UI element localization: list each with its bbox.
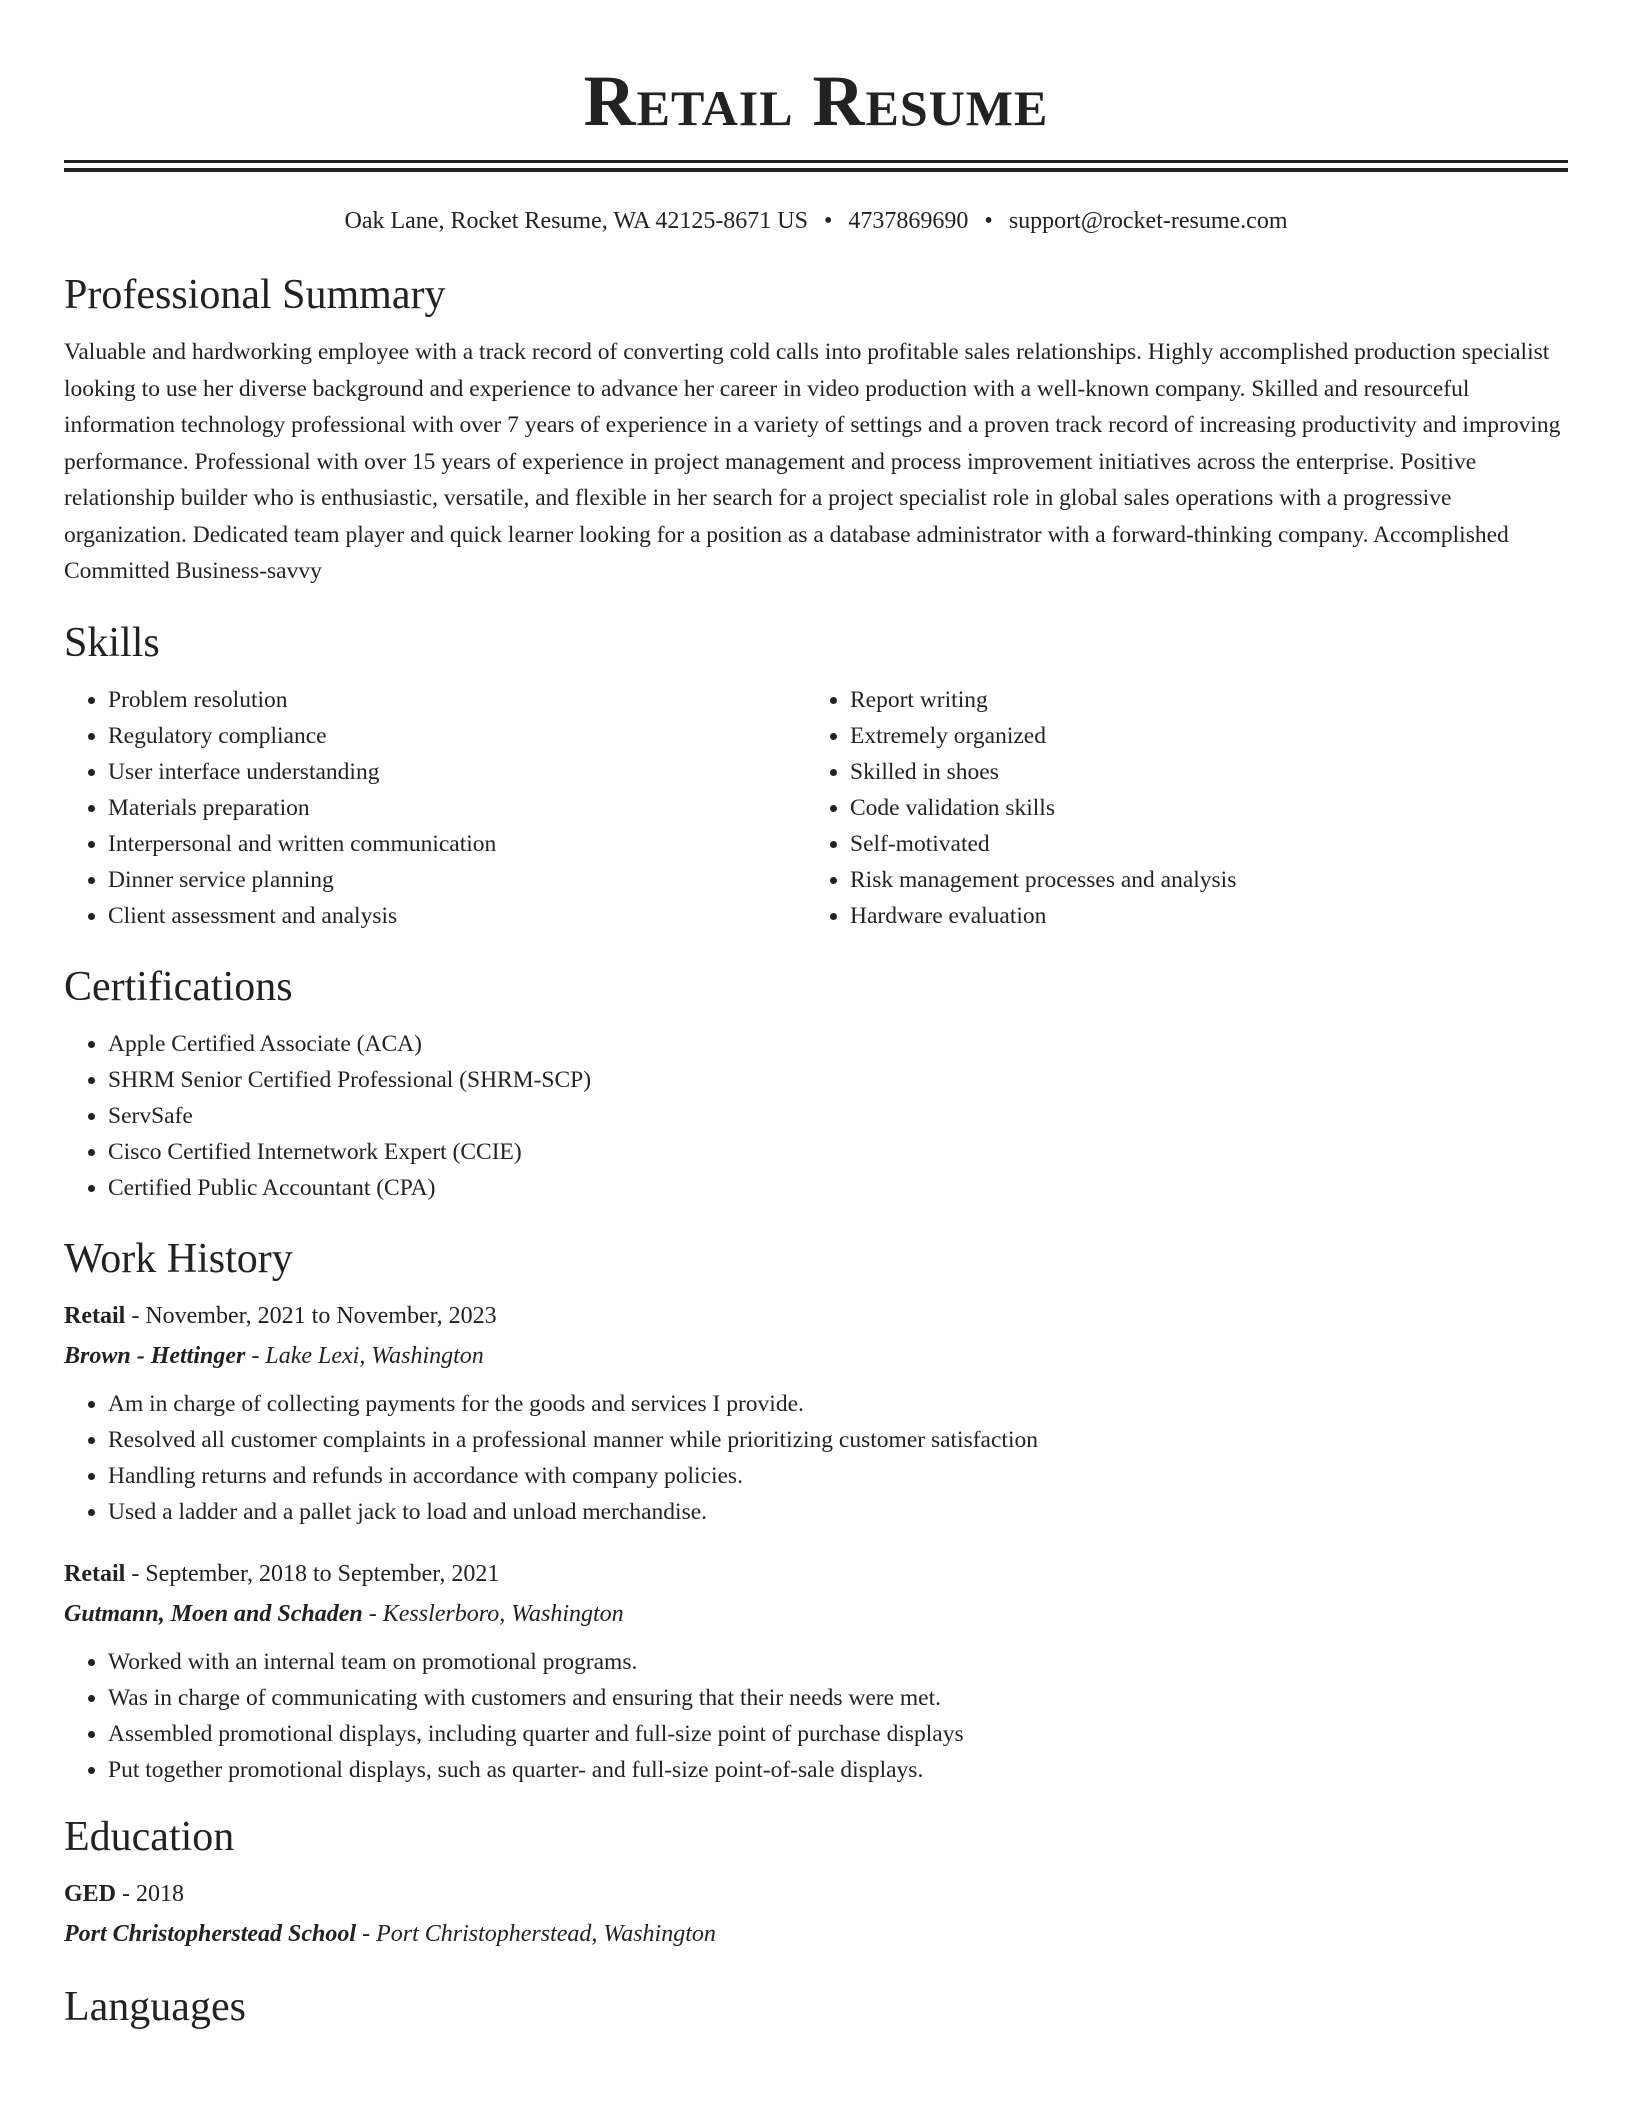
education-heading: Education: [64, 1813, 235, 1860]
skill-item: • Code validation skills: [850, 790, 1548, 826]
education-section: [64, 1810, 1568, 1954]
job-company-line: [64, 1594, 1568, 1634]
job-title-line: [64, 1554, 1568, 1594]
dash-separator: -: [125, 1302, 146, 1329]
certification-item: • Certified Public Accountant (CPA): [108, 1170, 1568, 1206]
certification-item: • Cisco Certified Internetwork Expert (CCIE): [108, 1134, 1568, 1170]
certification-item: • ServSafe: [108, 1098, 1568, 1134]
job-location: Kesslerboro, Washington: [382, 1600, 624, 1627]
job-title: Retail: [64, 1302, 126, 1329]
dash-separator: -: [245, 1342, 266, 1369]
skill-item: • Report writing: [850, 682, 1548, 718]
summary-section: [64, 268, 1568, 590]
work-history-heading: Work History: [64, 1235, 293, 1282]
job-bullets: [64, 1644, 1568, 1788]
certification-item: • Apple Certified Associate (ACA): [108, 1026, 1568, 1062]
job-bullet: • Worked with an internal team on promotional programs.: [108, 1644, 1568, 1680]
education-school-line: [64, 1914, 1568, 1954]
skill-item: • Risk management processes and analysis: [850, 862, 1548, 898]
skill-item: • Dinner service planning: [108, 862, 806, 898]
job-bullet: • Used a ladder and a pallet jack to load and unload merchandise.: [108, 1494, 1568, 1530]
dash-separator: -: [125, 1560, 146, 1587]
skills-heading: Skills: [64, 619, 160, 666]
skills-list-left: [64, 682, 806, 934]
education-school: Port Christopherstead School: [64, 1920, 357, 1947]
job-dates: November, 2021 to November, 2023: [145, 1302, 497, 1329]
skill-item: • User interface understanding: [108, 754, 806, 790]
certifications-list: [64, 1026, 1568, 1206]
work-history-section: [64, 1232, 1568, 1788]
job-company-line: [64, 1336, 1568, 1376]
skill-item: • Self-motivated: [850, 826, 1548, 862]
certifications-heading: Certifications: [64, 963, 293, 1010]
job-entry: [64, 1296, 1568, 1530]
contact-separator: •: [824, 208, 833, 234]
resume-title: Retail Resume: [583, 61, 1049, 141]
skill-item: • Regulatory compliance: [108, 718, 806, 754]
education-degree-line: [64, 1874, 1568, 1914]
job-title: Retail: [64, 1560, 126, 1587]
languages-section: [64, 1980, 1568, 2034]
dash-separator: -: [116, 1880, 137, 1907]
skill-item: • Problem resolution: [108, 682, 806, 718]
contact-email: support@rocket-resume.com: [1008, 208, 1288, 234]
education-year: 2018: [136, 1880, 185, 1907]
job-location: Lake Lexi, Washington: [265, 1342, 484, 1369]
skills-grid: [64, 670, 1568, 934]
job-company: Gutmann, Moen and Schaden: [64, 1600, 363, 1627]
contact-separator: •: [984, 208, 993, 234]
job-title-line: [64, 1296, 1568, 1336]
skills-section: [64, 616, 1568, 934]
education-degree: GED: [64, 1880, 117, 1907]
skill-item: • Materials preparation: [108, 790, 806, 826]
job-dates: September, 2018 to September, 2021: [145, 1560, 500, 1587]
skill-item: • Skilled in shoes: [850, 754, 1548, 790]
job-bullet: • Assembled promotional displays, including quarter and full-size point of purchase displays: [108, 1716, 1568, 1752]
job-bullet: • Resolved all customer complaints in a professional manner while prioritizing customer satisfaction: [108, 1422, 1568, 1458]
skill-item: • Client assessment and analysis: [108, 898, 806, 934]
certifications-section: [64, 960, 1568, 1206]
skills-list-right: [806, 682, 1548, 934]
summary-heading: Professional Summary: [64, 272, 446, 318]
dash-separator: -: [356, 1920, 377, 1947]
summary-text: Valuable and hardworking employee with a track record of converting cold calls into profitable sales relationships. Highly accomplished production specialist looking to use her diverse background and experience to advance her career in video production with a well-known company. Skilled and resourceful information technology professional with over 7 years of experience in a variety of settings and a proven track record of increasing productivity and improving performance. Professional with over 15 years of experience in project management and process improvement initiatives across the enterprise. Positive relationship builder who is enthusiastic, versatile, and flexible in her search for a project specialist role in global sales operations with a progressive organization. Dedicated team player and quick learner looking for a position as a database administrator with a forward-thinking company. Accomplished Committed Business-savvy: [64, 339, 1561, 584]
contact-line: [64, 206, 1568, 236]
job-bullets: [64, 1386, 1568, 1530]
job-bullet: • Was in charge of communicating with customers and ensuring that their needs were met.: [108, 1680, 1568, 1716]
skill-item: • Hardware evaluation: [850, 898, 1548, 934]
job-company: Brown - Hettinger: [64, 1342, 246, 1369]
skill-item: • Extremely organized: [850, 718, 1548, 754]
job-bullet: • Am in charge of collecting payments for the goods and services I provide.: [108, 1386, 1568, 1422]
title-divider: [64, 160, 1568, 172]
languages-heading: Languages: [64, 1983, 246, 2030]
skill-item: • Interpersonal and written communication: [108, 826, 806, 862]
dash-separator: -: [362, 1600, 383, 1627]
contact-address: Oak Lane, Rocket Resume, WA 42125-8671 US: [344, 208, 808, 234]
contact-phone: 4737869690: [848, 208, 969, 234]
education-location: Port Christopherstead, Washington: [376, 1920, 716, 1947]
job-bullet: • Handling returns and refunds in accordance with company policies.: [108, 1458, 1568, 1494]
job-entry: [64, 1554, 1568, 1788]
certification-item: • SHRM Senior Certified Professional (SHRM-SCP): [108, 1062, 1568, 1098]
job-bullet: • Put together promotional displays, such as quarter- and full-size point-of-sale displays.: [108, 1752, 1568, 1788]
